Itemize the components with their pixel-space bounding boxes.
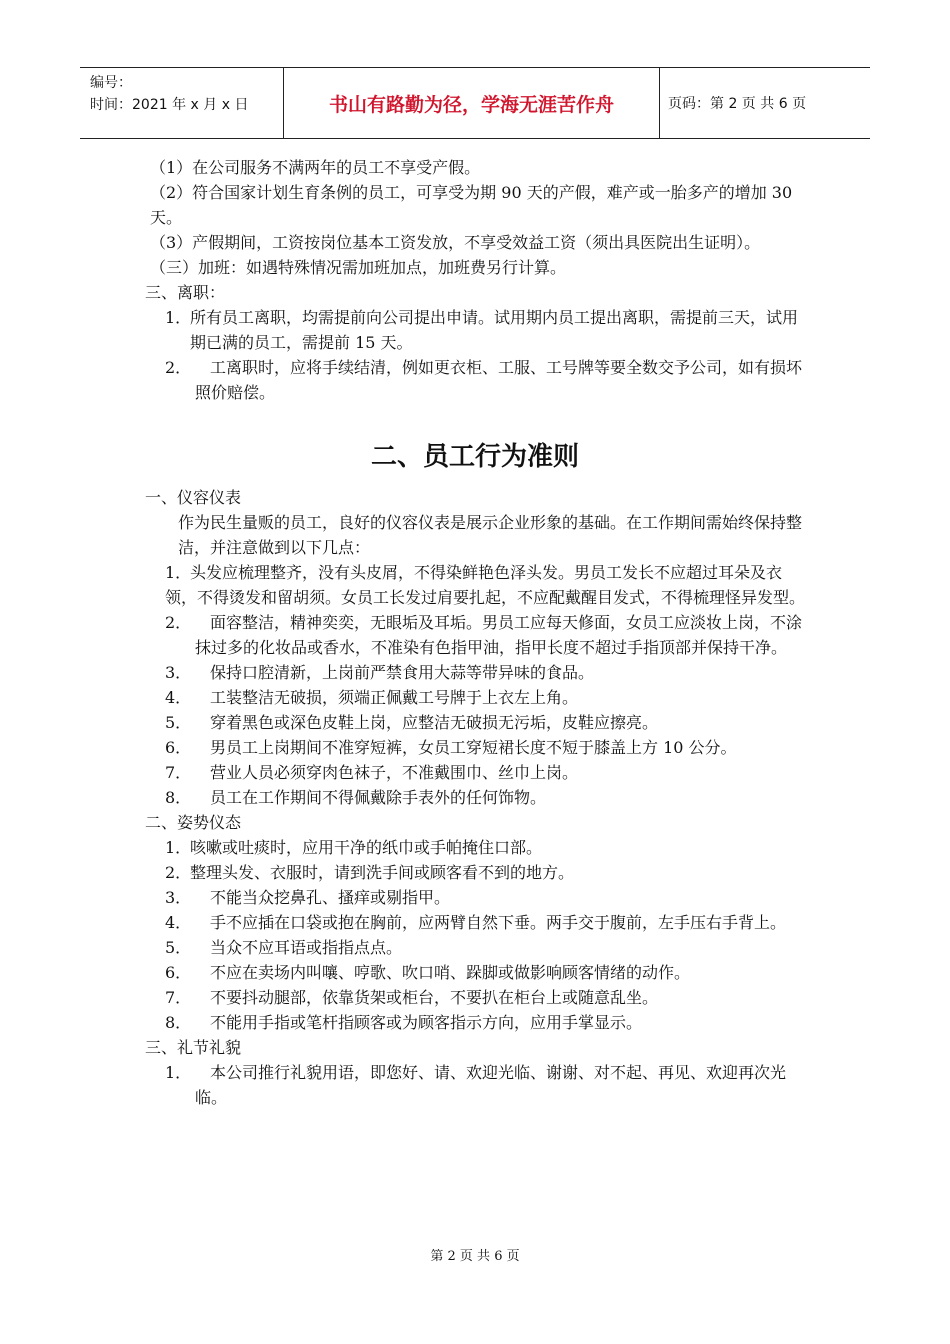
paragraph: 三、礼节礼貌 [145,1038,242,1057]
list-item-text: 咳嗽或吐痰时，应用干净的纸巾或手帕掩住口部。 [190,838,543,857]
list-item-number: 8． [165,788,192,807]
list-item [140,1060,810,1110]
list-item-number: 4． [165,688,192,707]
list-item [140,660,810,685]
list-item [140,710,810,735]
section-title: 二、员工行为准则 [370,442,579,472]
list-item-number: 2． [165,358,192,377]
list-item-number: 6． [165,963,192,982]
list-item-text: 面容整洁，精神奕奕，无眼垢及耳垢。男员工应每天修面，女员工应淡妆上岗，不涂抹过多的化妆品或香水，不准染有色指甲油，指甲长度不超过手指顶部并保持干净。 [195,613,803,657]
list-item [140,910,810,935]
paragraph: 一、仪容仪表 [145,488,242,507]
list-item [140,835,810,860]
list-item [140,735,810,760]
list-item-text: 不要抖动腿部，依靠货架或柜台，不要扒在柜台上或随意乱坐。 [210,988,659,1007]
list-item-number: 7． [165,988,192,1007]
list-item-text: 当众不应耳语或指指点点。 [210,938,403,957]
list-item [140,760,810,785]
paragraph: 三、离职： [145,283,226,302]
list-item-number: 1． [165,1063,192,1082]
list-item-number: 1． [165,308,192,327]
list-item-number: 7． [165,763,192,782]
list-item [140,355,810,405]
list-item-text: 工装整洁无破损，须端正佩戴工号牌于上衣左上角。 [210,688,579,707]
page-header [80,67,870,139]
list-item-text: 头发应梳理整齐，没有头皮屑，不得染鲜艳色泽头发。男员工发长不应超过耳朵及衣领，不得烫发和留胡须。女员工长发过肩要扎起，不应配戴醒目发式，不得梳理怪异发型。 [165,563,806,607]
list-item-text: 所有员工离职，均需提前向公司提出申请。试用期内员工提出离职，需提前三天，试用期已满的员工，需提前 15 天。 [190,308,799,352]
list-item-text: 不应在卖场内叫嚷、哼歌、吹口哨、跺脚或做影响顾客情绪的动作。 [210,963,691,982]
list-item [140,685,810,710]
list-item-number: 6． [165,738,192,757]
list-item [140,1010,810,1035]
list-item-text: 整理头发、衣服时，请到洗手间或顾客看不到的地方。 [190,863,575,882]
list-item-text: 不能用手指或笔杆指顾客或为顾客指示方向，应用手掌显示。 [210,1013,643,1032]
list-item-text: 营业人员必须穿肉色袜子，不准戴围巾、丝巾上岗。 [210,763,579,782]
header-motto: 书山有路勤为径，学海无涯苦作舟 [328,93,614,116]
header-page-info: 页码：第 2 页 共 6 页 [668,96,807,112]
list-item-text: 穿着黑色或深色皮鞋上岗，应整洁无破损无污垢，皮鞋应擦亮。 [210,713,659,732]
list-item-text: 员工在工作期间不得佩戴除手表外的任何饰物。 [210,788,547,807]
list-item [140,860,810,885]
list-item-number: 1． [165,563,192,582]
document-body [140,155,810,1110]
list-item-text: 本公司推行礼貌用语，即您好、请、欢迎光临、谢谢、对不起、再见、欢迎再次光临。 [195,1063,787,1107]
paragraph: （三）加班：如遇特殊情况需加班加点，加班费另行计算。 [150,258,567,277]
list-item-text: 不能当众挖鼻孔、搔痒或剔指甲。 [210,888,451,907]
list-item-number: 4． [165,913,192,932]
paragraph: 二、姿势仪态 [145,813,242,832]
list-item-text: 手不应插在口袋或抱在胸前，应两臂自然下垂。两手交于腹前，左手压右手背上。 [210,913,787,932]
list-item-number: 2． [165,863,192,882]
list-item-text: 男员工上岗期间不准穿短裤，女员工穿短裙长度不短于膝盖上方 10 公分。 [210,738,737,757]
list-item [140,560,810,610]
list-item-number: 5． [165,713,192,732]
list-item-number: 3． [165,888,192,907]
paragraph: （1）在公司服务不满两年的员工不享受产假。 [150,158,481,177]
list-item-number: 8． [165,1013,192,1032]
list-item [140,785,810,810]
list-item-number: 2． [165,613,192,632]
list-item [140,960,810,985]
page-footer: 第 2 页 共 6 页 [430,1249,520,1264]
list-item [140,935,810,960]
list-item-text: 工离职时，应将手续结清，例如更衣柜、工服、工号牌等要全数交予公司，如有损坏照价赔偿。 [195,358,803,402]
document-date: 时间：2021 年 x 月 x 日 [90,97,249,113]
paragraph: 作为民生量贩的员工，良好的仪容仪表是展示企业形象的基础。在工作期间需始终保持整洁，并注意做到以下几点： [178,513,803,557]
list-item-text: 保持口腔清新，上岗前严禁食用大蒜等带异味的食品。 [210,663,595,682]
list-item [140,610,810,660]
paragraph: （3）产假期间，工资按岗位基本工资发放，不享受效益工资（须出具医院出生证明）。 [150,233,761,252]
list-item-number: 3． [165,663,192,682]
list-item [140,305,810,355]
list-item [140,985,810,1010]
header-meta [80,68,283,138]
header-motto-cell [283,68,660,138]
document-number-label: 编号： [90,75,132,91]
paragraph: （2）符合国家计划生育条例的员工，可享受为期 90 天的产假，难产或一胎多产的增加 30 天。 [150,183,793,227]
list-item-number: 5． [165,938,192,957]
list-item [140,885,810,910]
list-item-number: 1． [165,838,192,857]
